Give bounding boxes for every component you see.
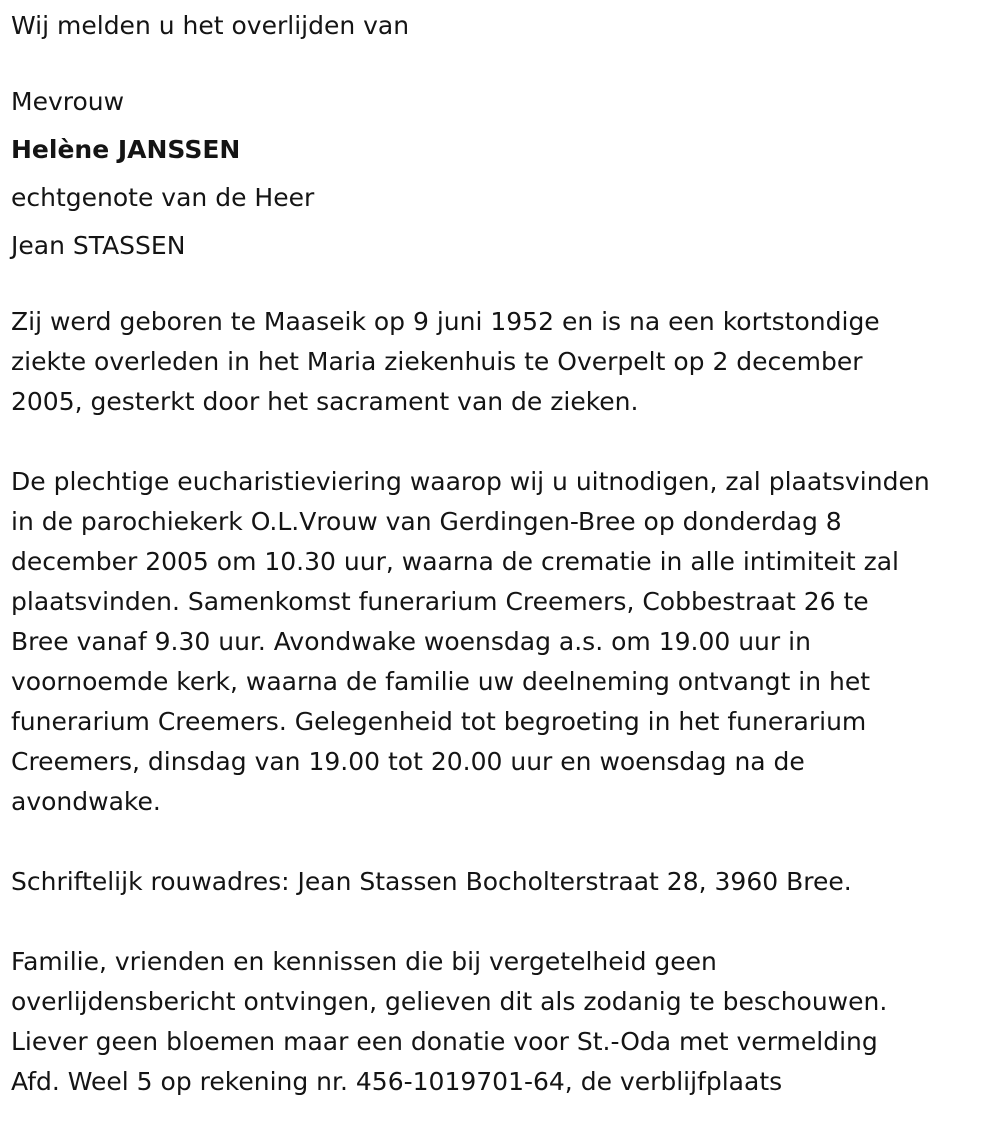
- intro-line: Wij melden u het overlijden van: [11, 11, 410, 40]
- deceased-header: [11, 78, 991, 270]
- deceased-name: Helène JANSSEN: [11, 135, 241, 164]
- paragraph-birth-death: [11, 302, 991, 422]
- relation-line: echtgenote van de Heer: [11, 183, 315, 212]
- obituary-document: [11, 6, 991, 1102]
- paragraph-line: ziekte overleden in het Maria ziekenhuis te Overpelt op 2 december: [11, 347, 863, 376]
- paragraph-line: De plechtige eucharistieviering waarop wij u uitnodigen, zal plaatsvinden: [11, 467, 930, 496]
- spacer: [11, 822, 991, 862]
- paragraph-line: overlijdensbericht ontvingen, gelieven dit als zodanig te beschouwen.: [11, 987, 888, 1016]
- paragraph-line: december 2005 om 10.30 uur, waarna de crematie in alle intimiteit zal: [11, 547, 899, 576]
- paragraph-line: Bree vanaf 9.30 uur. Avondwake woensdag a.s. om 19.00 uur in: [11, 627, 811, 656]
- spacer: [11, 270, 991, 302]
- paragraph-line: Liever geen bloemen maar een donatie voor St.-Oda met vermelding: [11, 1027, 878, 1056]
- paragraph-line: Zij werd geboren te Maaseik op 9 juni 1952 en is na een kortstondige: [11, 307, 880, 336]
- spacer: [11, 422, 991, 462]
- paragraph-notice: [11, 942, 991, 1102]
- paragraph-line: 2005, gesterkt door het sacrament van de zieken.: [11, 387, 639, 416]
- spouse-name: Jean STASSEN: [11, 231, 186, 260]
- paragraph-line: voornoemde kerk, waarna de familie uw deelneming ontvangt in het: [11, 667, 871, 696]
- title-line: Mevrouw: [11, 87, 125, 116]
- paragraph-line: funerarium Creemers. Gelegenheid tot begroeting in het funerarium: [11, 707, 867, 736]
- spacer: [11, 46, 991, 78]
- paragraph-line: Familie, vrienden en kennissen die bij vergetelheid geen: [11, 947, 717, 976]
- paragraph-line: avondwake.: [11, 787, 161, 816]
- paragraph-ceremony: [11, 462, 991, 822]
- paragraph-line: plaatsvinden. Samenkomst funerarium Creemers, Cobbestraat 26 te: [11, 587, 869, 616]
- paragraph-address: [11, 862, 991, 902]
- paragraph-line: Schriftelijk rouwadres: Jean Stassen Bocholterstraat 28, 3960 Bree.: [11, 867, 852, 896]
- paragraph-line: in de parochiekerk O.L.Vrouw van Gerdingen-Bree op donderdag 8: [11, 507, 842, 536]
- paragraph-line: Afd. Weel 5 op rekening nr. 456-1019701-64, de verblijfplaats: [11, 1067, 783, 1096]
- spacer: [11, 902, 991, 942]
- paragraph-line: Creemers, dinsdag van 19.00 tot 20.00 uur en woensdag na de: [11, 747, 805, 776]
